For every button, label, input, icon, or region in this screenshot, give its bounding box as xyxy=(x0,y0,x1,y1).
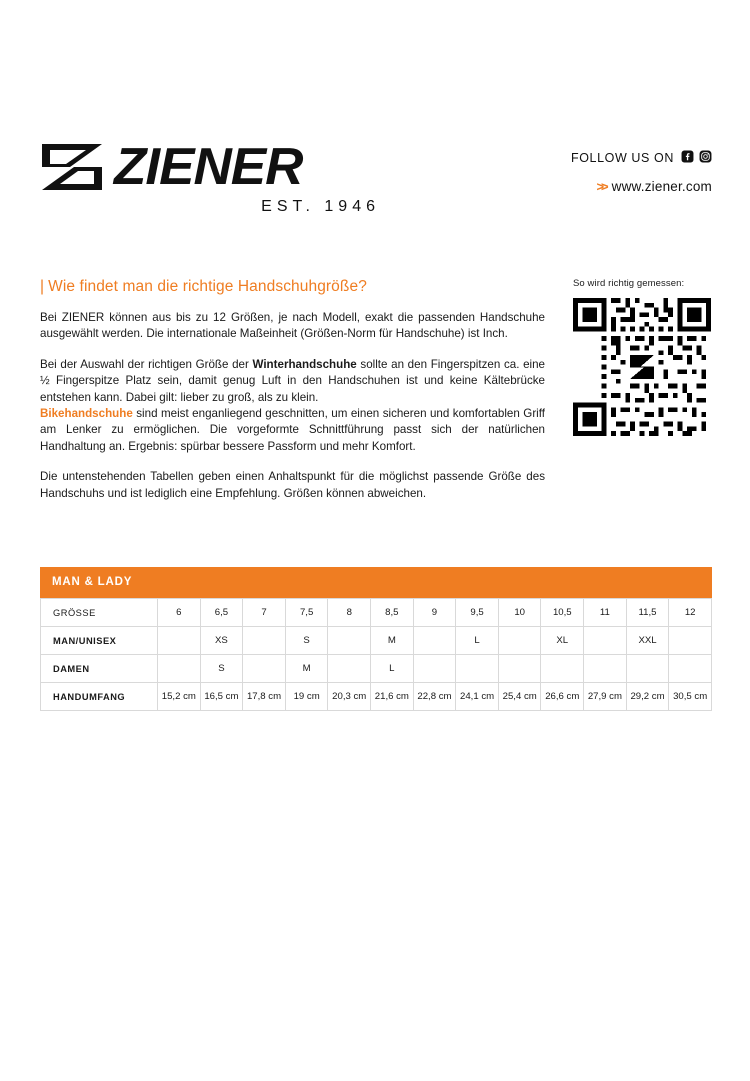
cell: 12 xyxy=(669,599,712,627)
cell xyxy=(498,655,541,683)
row-label-man-unisex: MAN/UNISEX xyxy=(41,627,158,655)
table-row xyxy=(41,627,712,655)
cell: 7 xyxy=(243,599,286,627)
cell: 6,5 xyxy=(200,599,243,627)
cell: 9 xyxy=(413,599,456,627)
cell xyxy=(243,627,286,655)
cell: L xyxy=(371,655,414,683)
cell xyxy=(456,655,499,683)
cell: 22,8 cm xyxy=(413,683,456,711)
paragraph-winter: Bei der Auswahl der richtigen Größe der Winterhandschuhe sollte an den Fingerspitzen ca. eine ½ Fingerspitze Platz sein, damit genug Luft in den Handschuhen ist und keine Kältebrücke entstehen kann. Dabei gilt: lieber zu groß, als zu klein. Bikehandschuhe sind meist enganliegend geschnitten, um einen sicheren und komfortablen Griff am Lenker zu ermöglichen. Die vorgeformte Schnittführung passt sich der natürlichen Handhaltung an. Ergebnis: spürbar bessere Passform und mehr Komfort. xyxy=(40,357,545,453)
cell xyxy=(626,655,669,683)
cell: L xyxy=(456,627,499,655)
cell: 10 xyxy=(498,599,541,627)
table-row xyxy=(41,655,712,683)
size-table xyxy=(40,598,712,711)
instagram-icon[interactable] xyxy=(699,150,712,166)
cell xyxy=(328,627,371,655)
brand-logo xyxy=(40,140,400,216)
cell: 10,5 xyxy=(541,599,584,627)
qr-caption: So wird richtig gemessen: xyxy=(573,278,685,289)
cell: 11 xyxy=(584,599,627,627)
cell: 7,5 xyxy=(285,599,328,627)
cell xyxy=(669,655,712,683)
cell: M xyxy=(285,655,328,683)
row-label-handumfang: HANDUMFANG xyxy=(41,683,158,711)
cell: 17,8 cm xyxy=(243,683,286,711)
cell xyxy=(243,655,286,683)
table-row xyxy=(41,683,712,711)
title-bar-accent: | xyxy=(40,278,45,295)
cell: 27,9 cm xyxy=(584,683,627,711)
table-row xyxy=(41,599,712,627)
cell: 29,2 cm xyxy=(626,683,669,711)
row-label-groesse: GRÖSSE xyxy=(41,599,158,627)
size-table-title: MAN & LADY xyxy=(40,567,712,598)
cell: 15,2 cm xyxy=(158,683,201,711)
cell: 19 cm xyxy=(285,683,328,711)
website-link[interactable]: www.ziener.com xyxy=(611,179,712,194)
cell xyxy=(541,655,584,683)
paragraph-tables-note: Die untenstehenden Tabellen geben einen Anhaltspunkt für die möglichst passende Größe des Handschuhs und ist lediglich eine Empfehlung. Größen können abweichen. xyxy=(40,470,545,500)
qr-block xyxy=(573,278,712,436)
cell xyxy=(669,627,712,655)
brand-wordmark: ZIENER xyxy=(114,138,303,196)
cell: XS xyxy=(200,627,243,655)
follow-us-block xyxy=(571,150,712,194)
cell: 26,6 cm xyxy=(541,683,584,711)
brand-established: EST. 1946 xyxy=(261,198,380,215)
page-title xyxy=(40,278,545,296)
cell: XL xyxy=(541,627,584,655)
cell: 6 xyxy=(158,599,201,627)
cell: 20,3 cm xyxy=(328,683,371,711)
cell: 9,5 xyxy=(456,599,499,627)
cell: 16,5 cm xyxy=(200,683,243,711)
cell: M xyxy=(371,627,414,655)
cell: XXL xyxy=(626,627,669,655)
main-content xyxy=(40,278,545,502)
cell xyxy=(158,627,201,655)
cell xyxy=(584,655,627,683)
term-bike-gloves: Bikehandschuhe xyxy=(40,407,133,421)
paragraph-intro: Bei ZIENER können aus bis zu 12 Größen, je nach Modell, exakt die passenden Handschuhe ausgewählt werden. Die internationale Maßeinheit (Größen-Norm für Handschuhe) ist Inch. xyxy=(40,311,545,341)
cell xyxy=(328,655,371,683)
cell: 11,5 xyxy=(626,599,669,627)
cell: 30,5 cm xyxy=(669,683,712,711)
cell xyxy=(584,627,627,655)
ziener-z-logo-icon xyxy=(40,140,104,194)
row-label-damen: DAMEN xyxy=(41,655,158,683)
cell: 8,5 xyxy=(371,599,414,627)
cell: 21,6 cm xyxy=(371,683,414,711)
page-title-text: Wie findet man die richtige Handschuhgröße? xyxy=(48,278,367,295)
term-winter-gloves: Winterhandschuhe xyxy=(252,357,357,371)
cell xyxy=(413,627,456,655)
qr-code-icon[interactable] xyxy=(573,298,711,436)
cell xyxy=(158,655,201,683)
cell: 24,1 cm xyxy=(456,683,499,711)
cell: 8 xyxy=(328,599,371,627)
facebook-icon[interactable] xyxy=(681,150,694,166)
size-table-block xyxy=(40,567,712,711)
cell: 25,4 cm xyxy=(498,683,541,711)
follow-us-label: FOLLOW US ON xyxy=(570,151,674,165)
cell: S xyxy=(200,655,243,683)
cell xyxy=(498,627,541,655)
cell xyxy=(413,655,456,683)
document-header xyxy=(40,140,712,235)
cell: S xyxy=(285,627,328,655)
chevron-right-icon: >> xyxy=(596,179,606,194)
